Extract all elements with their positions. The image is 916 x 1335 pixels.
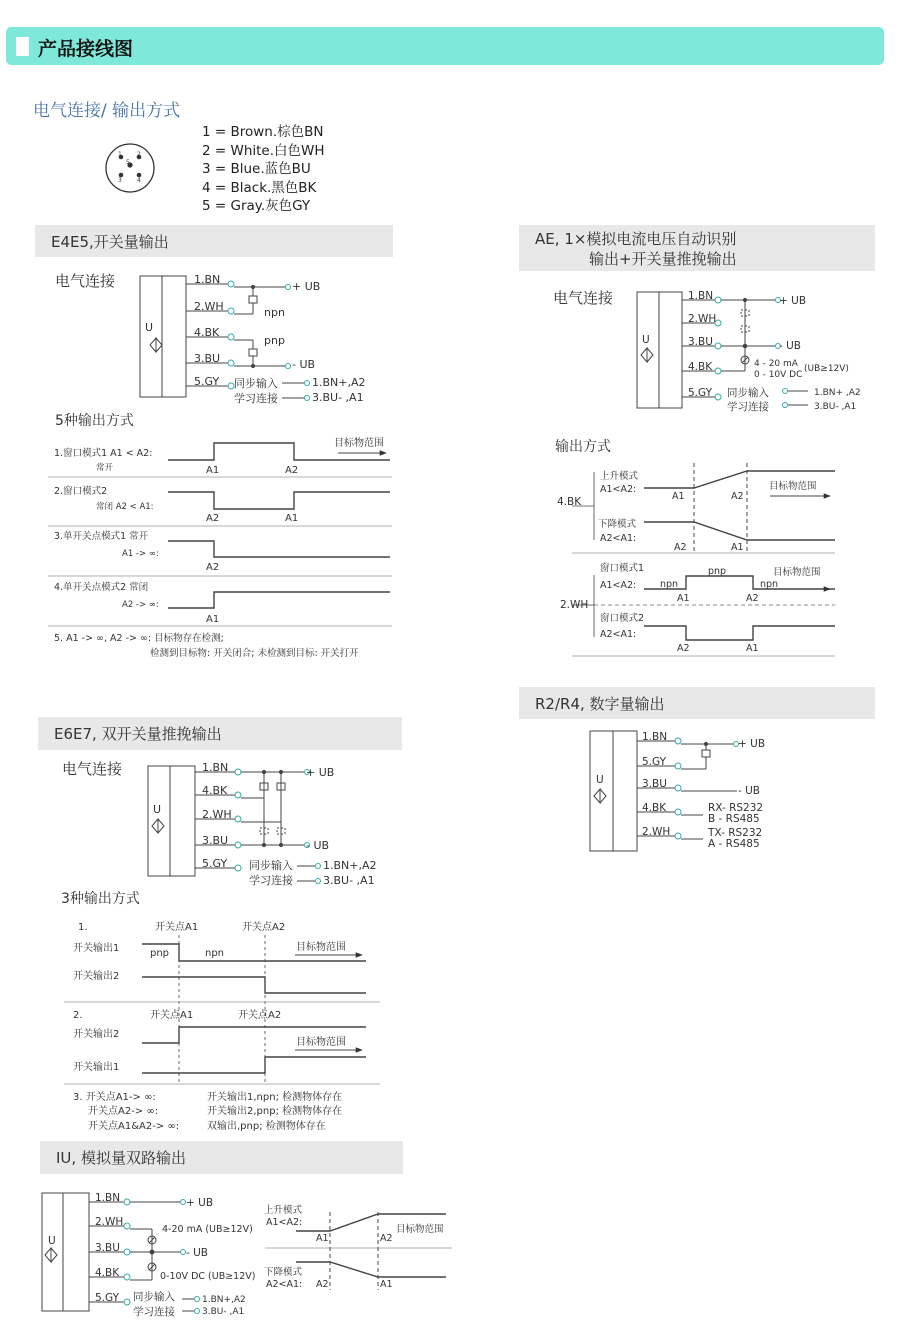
e4e5-sync-in: 同步输入 xyxy=(234,377,278,390)
ae-a2: A2 xyxy=(746,593,759,604)
ae-modes-title: 输出方式 xyxy=(555,439,611,455)
iu-sync-a: 1.BN+,A2 xyxy=(202,1295,246,1305)
ae-subtitle: 电气连接 xyxy=(553,289,614,307)
e6e7-note3-right1: 开关输出1,npn; 检测物体存在 xyxy=(207,1092,343,1103)
e6e7-wire-label: 2.WH xyxy=(202,808,232,821)
e6e7-learn: 学习连接 xyxy=(249,874,293,887)
panel-iu-title: IU, 模拟量双路输出 xyxy=(40,1141,403,1174)
r2r4-minus-ub: - UB xyxy=(738,785,761,797)
ae-target-range: 目标物范围 xyxy=(773,567,821,578)
panel-ae-title-line2: 输出+开关量推挽输出 xyxy=(589,250,737,268)
ae-pnp: pnp xyxy=(708,566,727,577)
e4e5-note-2: 检测到目标物: 开关闭合; 未检测到目标: 开关打开 xyxy=(150,648,359,659)
e4e5-target-range: 目标物范围 xyxy=(334,438,384,449)
e6e7-note3-left3: 开关点A1&A2-> ∞: xyxy=(88,1121,180,1132)
e4e5-mode-2-sub: 常闭 A2 < A1: xyxy=(96,502,154,512)
r2r4-rx: RX- RS232 xyxy=(708,802,764,814)
e6e7-note3-left2: 开关点A2-> ∞: xyxy=(88,1106,159,1117)
e6e7-pnp: pnp xyxy=(150,948,170,959)
pin-number: 1 xyxy=(118,151,122,158)
iu-fall-cond: A2<A1: xyxy=(266,1279,303,1290)
ae-win1: 窗口模式1 xyxy=(600,563,645,574)
e4e5-mode-3: 3.单开关点模式1 常开 xyxy=(54,531,149,542)
e6e7-sensor-label: U xyxy=(153,803,162,816)
ae-a1: A1 xyxy=(731,542,744,553)
e4e5-modes-title: 5种输出方式 xyxy=(55,413,134,429)
e6e7-sync-a: 1.BN+,A2 xyxy=(323,859,377,872)
e4e5-mode-1-sub: 常开 xyxy=(96,463,114,473)
ae-wire-label: 3.BU xyxy=(688,336,713,348)
e6e7-out1: 开关输出1 xyxy=(73,943,120,954)
e4e5-note-1: 5. A1 -> ∞, A2 -> ∞: 目标物存在检测; xyxy=(54,633,224,644)
ae-win2: 窗口模式2 xyxy=(600,613,645,624)
ae-npn: npn xyxy=(660,579,679,590)
ae-learn: 学习连接 xyxy=(727,401,769,413)
panel-e4e5-title: E4E5,开关量输出 xyxy=(35,225,393,257)
iu-plus-ub: + UB xyxy=(186,1197,214,1209)
pin-legend-item: 2 = White.白色WH xyxy=(202,142,325,159)
e6e7-point-a2: 开关点A2 xyxy=(242,922,286,933)
e4e5-a2: A2 xyxy=(206,562,220,573)
r2r4-tx: TX- RS232 xyxy=(708,827,763,839)
e4e5-mode-1: 1.窗口模式1 A1 < A2: xyxy=(54,448,153,459)
r2r4-a485: A - RS485 xyxy=(708,838,760,850)
iu-learn: 学习连接 xyxy=(133,1306,175,1318)
e6e7-note3-left1: 3. 开关点A1-> ∞: xyxy=(73,1092,156,1103)
iu-wire-label: 1.BN xyxy=(95,1192,121,1204)
ae-a2: A2 xyxy=(674,542,687,553)
e6e7-wiring xyxy=(148,766,321,884)
ae-fall: 下降模式 xyxy=(598,519,637,530)
e6e7-target-range: 目标物范围 xyxy=(296,942,346,953)
ae-plus-ub: + UB xyxy=(779,295,807,307)
ae-analog-2: 0 - 10V DC xyxy=(754,370,803,380)
e4e5-a1: A1 xyxy=(206,614,220,625)
r2r4-wire-label: 3.BU xyxy=(642,778,667,790)
e4e5-sync-a: 1.BN+,A2 xyxy=(312,376,366,389)
e6e7-subtitle: 电气连接 xyxy=(62,760,123,778)
ae-sync-in: 同步输入 xyxy=(727,387,769,399)
e4e5-a2: A2 xyxy=(206,513,220,524)
r2r4-plus-ub: + UB xyxy=(738,738,766,750)
ae-wh-label: 2.WH xyxy=(560,599,589,611)
e4e5-mode-4: 4.单开关点模式2 常闭 xyxy=(54,582,149,593)
e6e7-n2: 2. xyxy=(73,1010,83,1021)
e4e5-npn: npn xyxy=(264,306,285,319)
iu-analog-2: 0-10V DC (UB≥12V) xyxy=(160,1271,256,1282)
e4e5-wire-label: 1.BN xyxy=(194,273,221,286)
iu-minus-ub: - UB xyxy=(186,1247,209,1259)
ae-a2: A2 xyxy=(731,491,744,502)
ae-sync-b: 3.BU- ,A1 xyxy=(814,402,857,412)
e6e7-out2: 开关输出2 xyxy=(73,971,120,982)
iu-a2: A2 xyxy=(316,1279,329,1290)
ae-rise-cond: A1<A2: xyxy=(600,484,637,495)
e4e5-pnp: pnp xyxy=(264,334,285,347)
e4e5-subtitle: 电气连接 xyxy=(55,272,116,290)
ae-a1: A1 xyxy=(672,491,685,502)
iu-wire-label: 2.WH xyxy=(95,1216,124,1228)
r2r4-wire-label: 4.BK xyxy=(642,802,667,814)
r2r4-wire-label: 2.WH xyxy=(642,826,671,838)
e4e5-a2: A2 xyxy=(285,465,299,476)
e4e5-wire-label: 3.BU xyxy=(194,352,221,365)
e6e7-note3-right3: 双输出,pnp; 检测物体存在 xyxy=(207,1121,326,1132)
page-title: 产品接线图 xyxy=(38,38,134,60)
e6e7-wire-label: 5.GY xyxy=(202,857,228,870)
pin-number: 5 xyxy=(126,159,130,166)
e6e7-sync-b: 3.BU- ,A1 xyxy=(323,874,375,887)
ae-a1: A1 xyxy=(677,593,690,604)
iu-sync-b: 3.BU- ,A1 xyxy=(202,1307,245,1317)
iu-target-range: 目标物范围 xyxy=(396,1224,444,1235)
ae-analog-1: 4 - 20 mA xyxy=(754,359,798,369)
ae-wire-label: 4.BK xyxy=(688,361,713,373)
e4e5-wire-label: 5.GY xyxy=(194,375,220,388)
connector-icon xyxy=(106,144,154,192)
connection-heading: 电气连接/ 输出方式 xyxy=(33,101,181,121)
iu-a2: A2 xyxy=(380,1233,393,1244)
e6e7-point-a1: 开关点A1 xyxy=(155,922,199,933)
pin-number: 2 xyxy=(137,151,141,158)
panel-ae-title-line1: AE, 1×模拟电流电压自动识别 xyxy=(535,230,737,248)
e6e7-n1: 1. xyxy=(78,922,88,933)
ae-rise: 上升模式 xyxy=(600,471,639,482)
pin-legend-item: 1 = Brown.棕色BN xyxy=(202,124,324,140)
ae-sync-a: 1.BN+ ,A2 xyxy=(814,388,861,398)
panel-e6e7-title: E6E7, 双开关量推挽输出 xyxy=(38,717,402,750)
iu-rise-cond: A1<A2: xyxy=(266,1217,303,1228)
ae-wire-label: 5.GY xyxy=(688,387,713,399)
e6e7-point-a2: 开关点A2 xyxy=(238,1010,282,1021)
e6e7-sync-in: 同步输入 xyxy=(249,859,293,872)
e4e5-mode-3-sub: A1 -> ∞: xyxy=(122,549,159,559)
panel-r2r4-title: R2/R4, 数字量输出 xyxy=(519,687,875,719)
pin-legend-item: 5 = Gray.灰色GY xyxy=(202,198,311,214)
iu-sync-in: 同步输入 xyxy=(133,1291,175,1303)
pin-legend-item: 3 = Blue.蓝色BU xyxy=(202,161,311,177)
e6e7-out2: 开关输出2 xyxy=(73,1029,120,1040)
e6e7-out1: 开关输出1 xyxy=(73,1062,120,1073)
e4e5-mode-2: 2.窗口模式2 xyxy=(54,486,108,497)
ae-fall-cond: A2<A1: xyxy=(600,533,637,544)
e6e7-wire-label: 3.BU xyxy=(202,834,229,847)
iu-rise: 上升模式 xyxy=(264,1205,303,1216)
e4e5-sync-b: 3.BU- ,A1 xyxy=(312,391,364,404)
ae-wire-label: 1.BN xyxy=(688,290,714,302)
e4e5-plus-ub: + UB xyxy=(292,280,321,293)
e6e7-wire-label: 1.BN xyxy=(202,761,229,774)
iu-fall: 下降模式 xyxy=(264,1267,303,1278)
r2r4-wire-label: 1.BN xyxy=(642,731,668,743)
e6e7-point-a1: 开关点A1 xyxy=(150,1010,194,1021)
iu-analog-1: 4-20 mA (UB≥12V) xyxy=(162,1224,253,1235)
r2r4-b485: B - RS485 xyxy=(708,813,760,825)
e6e7-npn: npn xyxy=(205,948,225,959)
ae-win2-cond: A2<A1: xyxy=(600,629,637,640)
e6e7-minus-ub: - UB xyxy=(306,839,330,852)
pin-number: 3 xyxy=(118,177,122,184)
e6e7-target-range: 目标物范围 xyxy=(296,1037,346,1048)
e4e5-mode-4-sub: A2 -> ∞: xyxy=(122,600,159,610)
r2r4-wire-label: 5.GY xyxy=(642,756,667,768)
iu-wire-label: 5.GY xyxy=(95,1292,120,1304)
iu-a1: A1 xyxy=(380,1279,393,1290)
e4e5-a1: A1 xyxy=(206,465,220,476)
ae-a2: A2 xyxy=(677,643,690,654)
iu-sensor-label: U xyxy=(48,1235,56,1247)
ae-minus-ub: - UB xyxy=(779,340,802,352)
pin-number: 4 xyxy=(137,177,141,184)
iu-wire-label: 3.BU xyxy=(95,1242,120,1254)
pin-legend-item: 4 = Black.黑色BK xyxy=(202,179,317,196)
ae-wire-label: 2.WH xyxy=(688,313,717,325)
ae-bk-label: 4.BK xyxy=(557,496,582,508)
e6e7-note3-right2: 开关输出2,pnp; 检测物体存在 xyxy=(207,1106,343,1117)
ae-win1-cond: A1<A2: xyxy=(600,580,637,591)
e4e5-minus-ub: - UB xyxy=(292,358,316,371)
e6e7-wire-label: 4.BK xyxy=(202,784,228,797)
e4e5-a1: A1 xyxy=(285,513,299,524)
ae-sensor-label: U xyxy=(642,334,650,346)
e4e5-wire-label: 4.BK xyxy=(194,326,220,339)
ae-a1: A1 xyxy=(746,643,759,654)
r2r4-sensor-label: U xyxy=(596,774,604,786)
iu-wiring xyxy=(42,1193,200,1314)
e4e5-wire-label: 2.WH xyxy=(194,300,224,313)
iu-wire-label: 4.BK xyxy=(95,1267,120,1279)
ae-analog-cond: (UB≥12V) xyxy=(804,364,849,374)
e6e7-plus-ub: + UB xyxy=(306,766,335,779)
e4e5-sensor-label: U xyxy=(145,321,154,334)
e6e7-modes-title: 3种输出方式 xyxy=(61,891,140,907)
e4e5-learn: 学习连接 xyxy=(234,392,278,405)
iu-a1: A1 xyxy=(316,1233,329,1244)
ae-npn: npn xyxy=(760,579,779,590)
ae-target-range: 目标物范围 xyxy=(769,481,817,492)
